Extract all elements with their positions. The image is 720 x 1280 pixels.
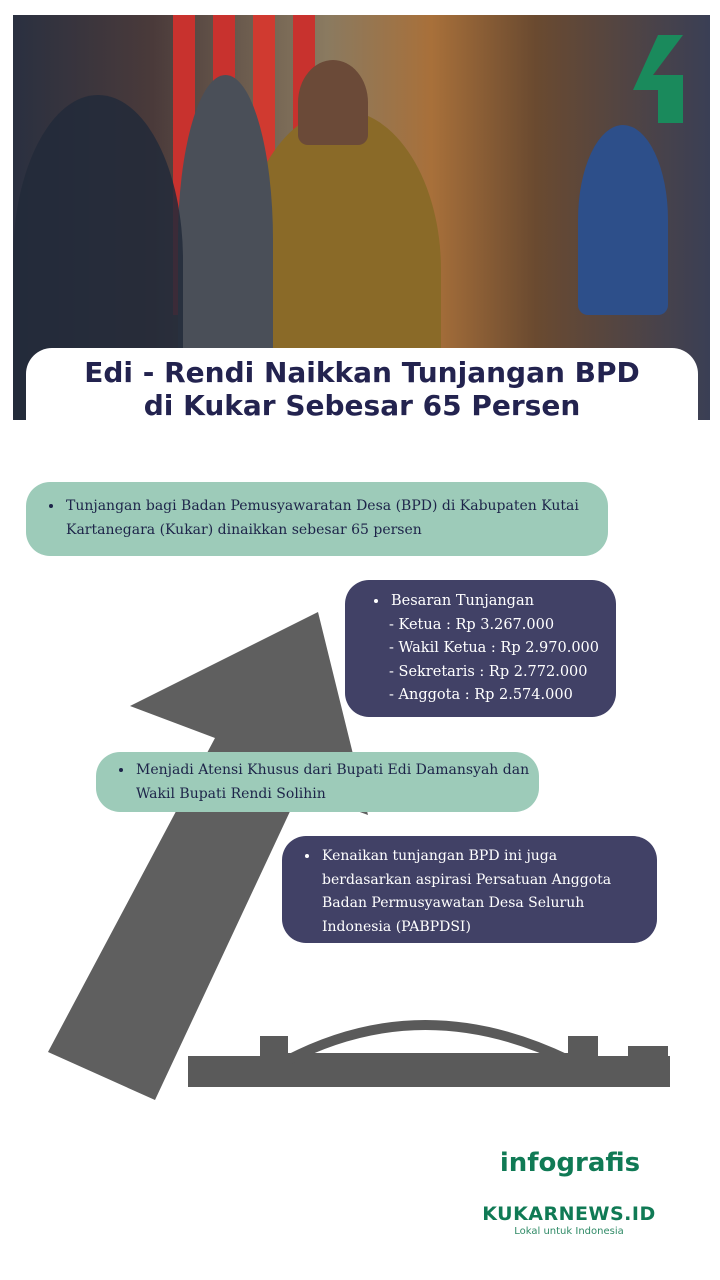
point-text: • Menjadi Atensi Khusus dari Bupati Edi Damansyah dan Wakil Bupati Rendi Solihin (134, 759, 539, 806)
allowance-item: - Anggota : Rp 2.574.000 (389, 687, 573, 703)
allowance-item: - Wakil Ketua : Rp 2.970.000 (389, 640, 600, 656)
point-card-allowance (345, 580, 616, 717)
allowance-item: - Ketua : Rp 3.267.000 (389, 616, 555, 633)
title-line-1: Edi - Rendi Naikkan Tunjangan BPD (84, 356, 640, 389)
allowance-item: - Sekretaris : Rp 2.772.000 (389, 663, 588, 680)
bridge-silhouette-icon (188, 1000, 670, 1090)
title-line-2: di Kukar Sebesar 65 Persen (143, 389, 581, 422)
point-card-3 (96, 752, 539, 812)
point-card-1 (26, 482, 608, 556)
allowance-heading: • Besaran Tunjangan (389, 590, 616, 614)
infografis-label: infografis (499, 1148, 641, 1178)
point-text: • Kenaikan tunjangan BPD ini juga berdasarkan aspirasi Persatuan Anggota Badan Permusyawatan Desa Seluruh Indonesia (PABPDSI) (320, 845, 643, 939)
brand-logo: KUKARNEWS.ID (482, 1203, 656, 1225)
point-text: • Tunjangan bagi Badan Pemusyawaratan Desa (BPD) di Kabupaten Kutai Kartanegara (Kukar) dinaikkan sebesar 65 persen (64, 495, 608, 542)
brand-tagline: Lokal untuk Indonesia (514, 1226, 624, 1237)
point-card-4 (282, 836, 657, 943)
